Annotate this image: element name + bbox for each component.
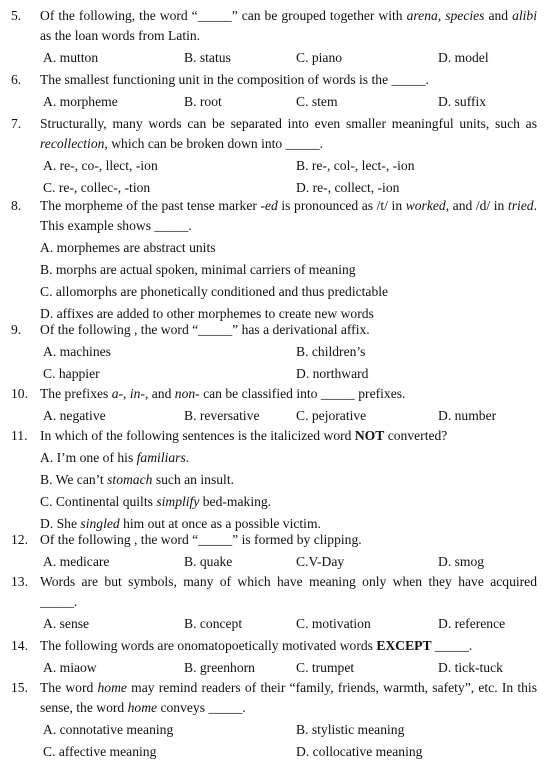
question-number: 14.	[11, 638, 28, 653]
option-a: A. morpheme	[43, 94, 118, 109]
option-a: A. sense	[43, 616, 90, 631]
option-b: B. status	[184, 50, 231, 65]
question-number: 15.	[11, 680, 28, 695]
option-b: B. quake	[184, 554, 233, 569]
question-number: 5.	[11, 8, 22, 23]
question-number: 7.	[11, 116, 22, 131]
question-15	[0, 678, 545, 762]
option-d: D. suffix	[438, 94, 487, 109]
question-text: Of the following, the word “_____” can be grouped together with arena, species and alibi as the loan words from Latin.	[40, 8, 538, 43]
option-b: B. concept	[184, 616, 243, 631]
option-d: D. tick-tuck	[438, 660, 503, 675]
question-10	[0, 384, 545, 426]
option-c: C. piano	[296, 50, 343, 65]
question-number: 12.	[11, 532, 28, 547]
question-text: Of the following , the word “_____” has a derivational affix.	[40, 322, 370, 337]
question-text: Words are but symbols, many of which have meaning only when they have acquired _____.	[40, 574, 537, 609]
option-c: C. happier	[43, 366, 100, 381]
question-text: In which of the following sentences is the italicized word NOT converted?	[40, 428, 448, 443]
option-a: A. machines	[43, 344, 111, 359]
option-c: C. motivation	[296, 616, 371, 631]
question-text: The morpheme of the past tense marker -ed is pronounced as /t/ in worked, and /d/ in tried. This example shows _____.	[40, 198, 538, 233]
option-d: D. model	[438, 50, 489, 65]
option-d: D. smog	[438, 554, 485, 569]
question-text: Structurally, many words can be separated into even smaller meaningful units, such as recollection, which can be broken down into _____.	[40, 116, 537, 151]
option-a: A. connotative meaning	[43, 722, 174, 737]
question-text: The prefixes a-, in-, and non- can be classified into _____ prefixes.	[40, 386, 406, 401]
question-number: 8.	[11, 198, 22, 213]
option-c: C. trumpet	[296, 660, 355, 675]
option-a: A. miaow	[43, 660, 97, 675]
question-text: The word home may remind readers of their “family, friends, warmth, safety”, etc. In this sense, the word home conveys _____.	[40, 680, 537, 715]
option-d: D. number	[438, 408, 497, 423]
question-5	[0, 6, 545, 68]
question-11	[0, 426, 545, 534]
option-a: A. morphemes are abstract units	[40, 240, 216, 255]
option-b: B. root	[184, 94, 222, 109]
option-a: A. re-, co-, llect, -ion	[43, 158, 158, 173]
option-d: D. reference	[438, 616, 506, 631]
question-13	[0, 572, 545, 634]
option-b: B. reversative	[184, 408, 260, 423]
option-d: D. re-, collect, -ion	[296, 180, 400, 195]
question-7	[0, 114, 545, 198]
question-12	[0, 530, 545, 572]
question-number: 13.	[11, 574, 28, 589]
option-b: B. greenhorn	[184, 660, 255, 675]
question-number: 6.	[11, 72, 22, 87]
question-number: 9.	[11, 322, 22, 337]
question-8	[0, 196, 545, 324]
option-c: C. stem	[296, 94, 338, 109]
option-a: A. mutton	[43, 50, 99, 65]
option-c: C. re-, collec-, -tion	[43, 180, 151, 195]
question-number: 10.	[11, 386, 28, 401]
option-d: D. collocative meaning	[296, 744, 423, 759]
option-b: B. re-, col-, lect-, -ion	[296, 158, 415, 173]
option-c: C. allomorphs are phonetically conditioned and thus predictable	[40, 284, 389, 299]
option-d: D. northward	[296, 366, 369, 381]
option-c: C.V-Day	[296, 554, 345, 569]
option-b: B. children’s	[296, 344, 366, 359]
option-d: D. affixes are added to other morphemes to create new words	[40, 306, 374, 321]
option-c: C. affective meaning	[43, 744, 157, 759]
option-a: A. negative	[43, 408, 106, 423]
option-b: B. We can’t stomach such an insult.	[40, 472, 234, 487]
question-6	[0, 70, 545, 112]
option-c: C. pejorative	[296, 408, 367, 423]
question-text: The smallest functioning unit in the composition of words is the _____.	[40, 72, 429, 87]
option-c: C. Continental quilts simplify bed-making.	[40, 494, 272, 509]
option-b: B. morphs are actual spoken, minimal carriers of meaning	[40, 262, 356, 277]
question-9	[0, 320, 545, 384]
question-text: The following words are onomatopoetically motivated words EXCEPT _____.	[40, 638, 473, 653]
question-14	[0, 636, 545, 678]
option-a: A. I’m one of his familiars.	[40, 450, 190, 465]
question-number: 11.	[11, 428, 28, 443]
option-b: B. stylistic meaning	[296, 722, 405, 737]
question-text: Of the following , the word “_____” is formed by clipping.	[40, 532, 362, 547]
option-d: D. She singled him out at once as a possible victim.	[40, 516, 321, 531]
option-a: A. medicare	[43, 554, 110, 569]
